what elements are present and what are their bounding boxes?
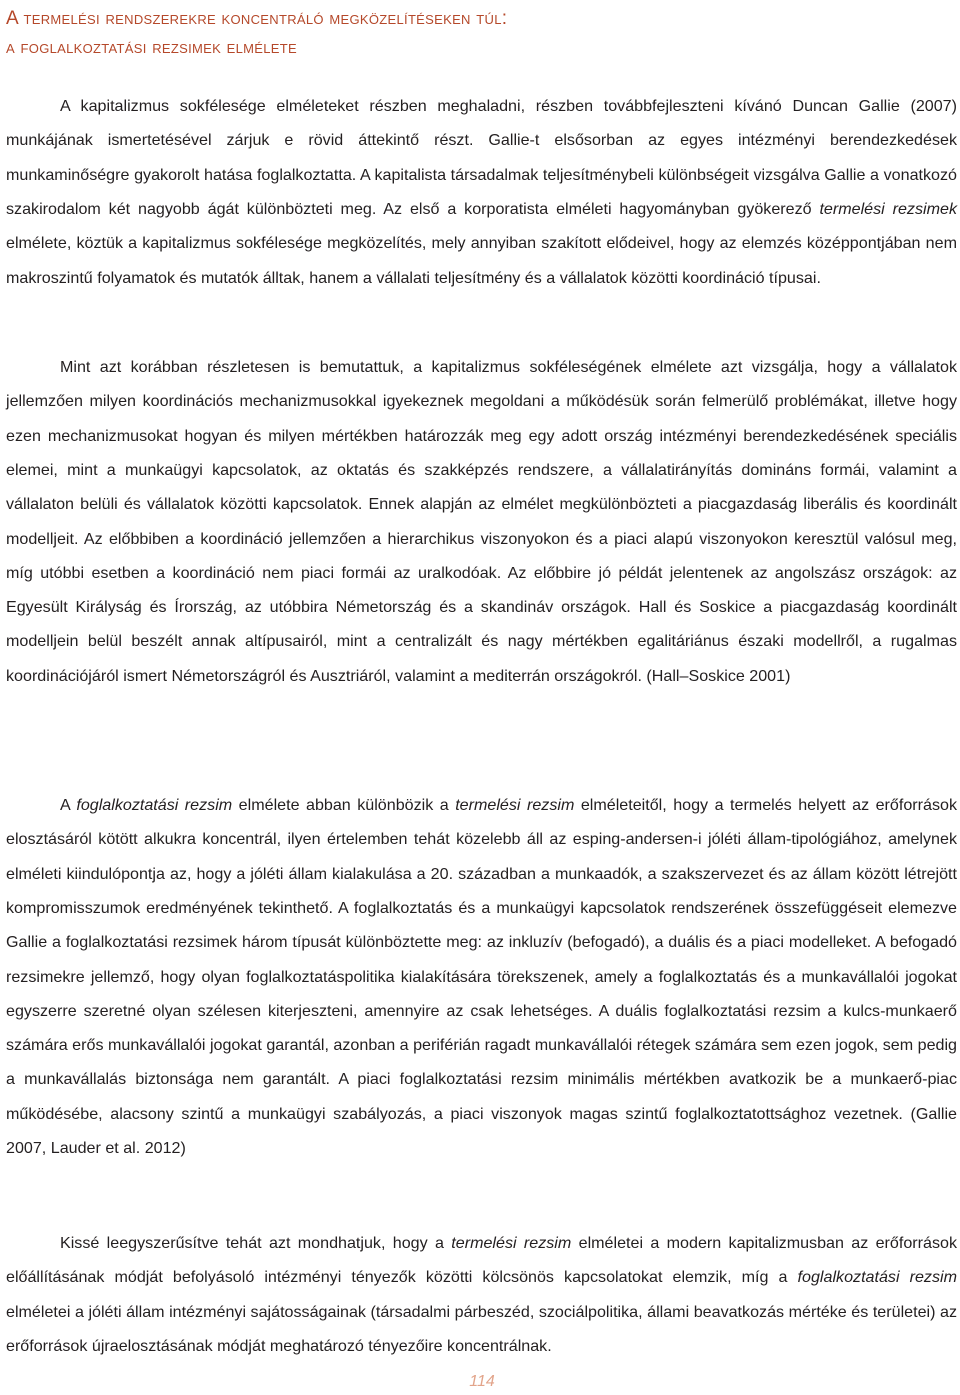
paragraph-3-text: elméleteitől, hogy a termelés helyett az erőforrások elosztásáról kötött alkukra koncentrál, ilyen értelemben tehát közelebb áll az esping-andersen-i jóléti állam-tipológiához, amelynek elméleti kiindulópontja az, hogy a jóléti állam kialakulása a 20. században a munkaadók, a szakszervezet és az állam között létrejött kompromisszumok eredményének tekinthető. A foglalkoztatás és a munkaügyi kapcsolatok rendszerének összefüggéseit elemezve Gallie a foglalkoztatási rezsimek három típusát különböztette meg: az inkluzív (befogadó), a duális és a piaci modelleket. A befogadó rezsimekre jellemző, hogy olyan foglalkoztatáspolitika kialakítására törekszenek, amely a foglalkoztatás és a munkavállalói jogokat egyszerre szeretné olyan szélesen kiterjeszteni, amennyire az csak lehetséges. A duális foglalkoztatási rezsim a kulcs-munkaerő számára erős munkavállalói jogokat garantál, azonban a periférián ragadt munkavállalói rétegek számára sem ezen jogok, sem pedig a munkavállalás biztonsága nem garantált. A piaci foglalkoztatási rezsim minimális mértékben avatkozik be a munkaerő-piac működésébe, alacsony szintű a munkaügyi szabályozás, a piaci viszonyok magas szintű foglalkoztatottsághoz vezetnek. (Gallie 2007, Lauder et al. 2012) (6, 796, 957, 1158)
paragraph-2 (6, 350, 957, 693)
paragraph-1 (6, 89, 957, 295)
paragraph-4-text: elméletei a modern kapitalizmusban az erőforrások előállításának módját befolyásoló intézményi tényezők közötti kölcsönös kapcsolatokat elemzik, míg a (6, 1234, 957, 1287)
emphasis-foglalkoztatasi-rezsim: foglalkoztatási rezsim (797, 1268, 957, 1287)
paragraph-3 (6, 788, 957, 1165)
paragraph-4-text: Kissé leegyszerűsítve tehát azt mondhatjuk, hogy a (60, 1234, 452, 1253)
paragraph-4 (6, 1226, 957, 1363)
paragraph-4-text: elméletei a jóléti állam intézményi sajátosságainak (társadalmi párbeszéd, szociálpolitika, állami beavatkozás mértéke és területei) az erőforrások újraelosztásának módját meghatározó tényezőire koncentrálnak. (6, 1302, 957, 1355)
paragraph-3-text: A (60, 796, 77, 815)
section-heading (6, 4, 958, 62)
page-number: 114 (469, 1373, 495, 1390)
emphasis-termelesi-rezsimek: termelési rezsimek (819, 199, 957, 218)
paragraph-2-text: Mint azt korábban részletesen is bemutattuk, a kapitalizmus sokféleségének elmélete azt vizsgálja, hogy a vállalatok jellemzően milyen koordinációs mechanizmusokkal igyekeznek megoldani a működésük során felmerülő problémákat, illetve hogy ezen mechanizmusokat hogyan és milyen mértékben határozzák meg egy adott ország intézményi berendezkedésének speciális elemei, mint a munkaügyi kapcsolatok, az oktatás és szakképzés rendszere, a vállalatirányítás domináns formái, valamint a vállalaton belüli és vállalatok közötti kapcsolatok. Ennek alapján az elmélet megkülönbözteti a piacgazdaság liberális és koordinált modelljeit. Az előbbiben a koordináció jellemzően a hierarchikus viszonyokon és a piaci alapú viszonyokon keresztül valósul meg, míg utóbbi esetben a koordináció nem piaci formái az uralkodóak. Az előbbire jó példát jelentenek az angolszász országok: az Egyesült Királyság és Írország, az utóbbira Németország és a skandináv országok. Hall és Soskice a piacgazdaság koordinált modelljein belül beszélt annak altípusairól, mint a centralizált és nagy mértékben egalitáriánus északi modellről, a rugalmas koordinációjáról ismert Németországról és Ausztriáról, valamint a mediterrán országokról. (Hall–Soskice 2001) (6, 358, 957, 685)
section-heading-line-1: A termelési rendszerekre koncentráló megközelítéseken túl: (6, 8, 508, 29)
emphasis-termelesi-rezsim: termelési rezsim (451, 1234, 572, 1253)
paragraph-1-text: A kapitalizmus sokfélesége elméleteket részben meghaladni, részben továbbfejleszteni kívánó Duncan Gallie (2007) munkájának ismertetésével zárjuk e rövid áttekintő részt. Gallie-t elsősorban az egyes intézményi berendezkedések munkaminőségre gyakorolt hatása foglalkoztatta. A kapitalista társadalmak teljesítménybeli különbségeit vizsgálva Gallie a vonatkozó szakirodalom két nagyobb ágát különbözteti meg. Az első a korporatista elméleti hagyományban gyökerező (6, 97, 957, 218)
emphasis-foglalkoztatasi-rezsim: foglalkoztatási rezsim (76, 796, 233, 815)
paragraph-1-text: elmélete, köztük a kapitalizmus sokfélesége megközelítés, mely annyiban szakított elődeivel, hogy az elemzés középpontjában nem makroszintű folyamatok és mutatók álltak, hanem a vállalati teljesítmény és a vállalatok közötti koordináció típusai. (6, 234, 957, 287)
section-heading-line-2: a foglalkoztatási rezsimek elmélete (6, 37, 297, 58)
emphasis-termelesi-rezsim: termelési rezsim (455, 796, 575, 815)
book-page (6, 0, 958, 1395)
paragraph-3-text: elmélete abban különbözik a (232, 796, 456, 815)
